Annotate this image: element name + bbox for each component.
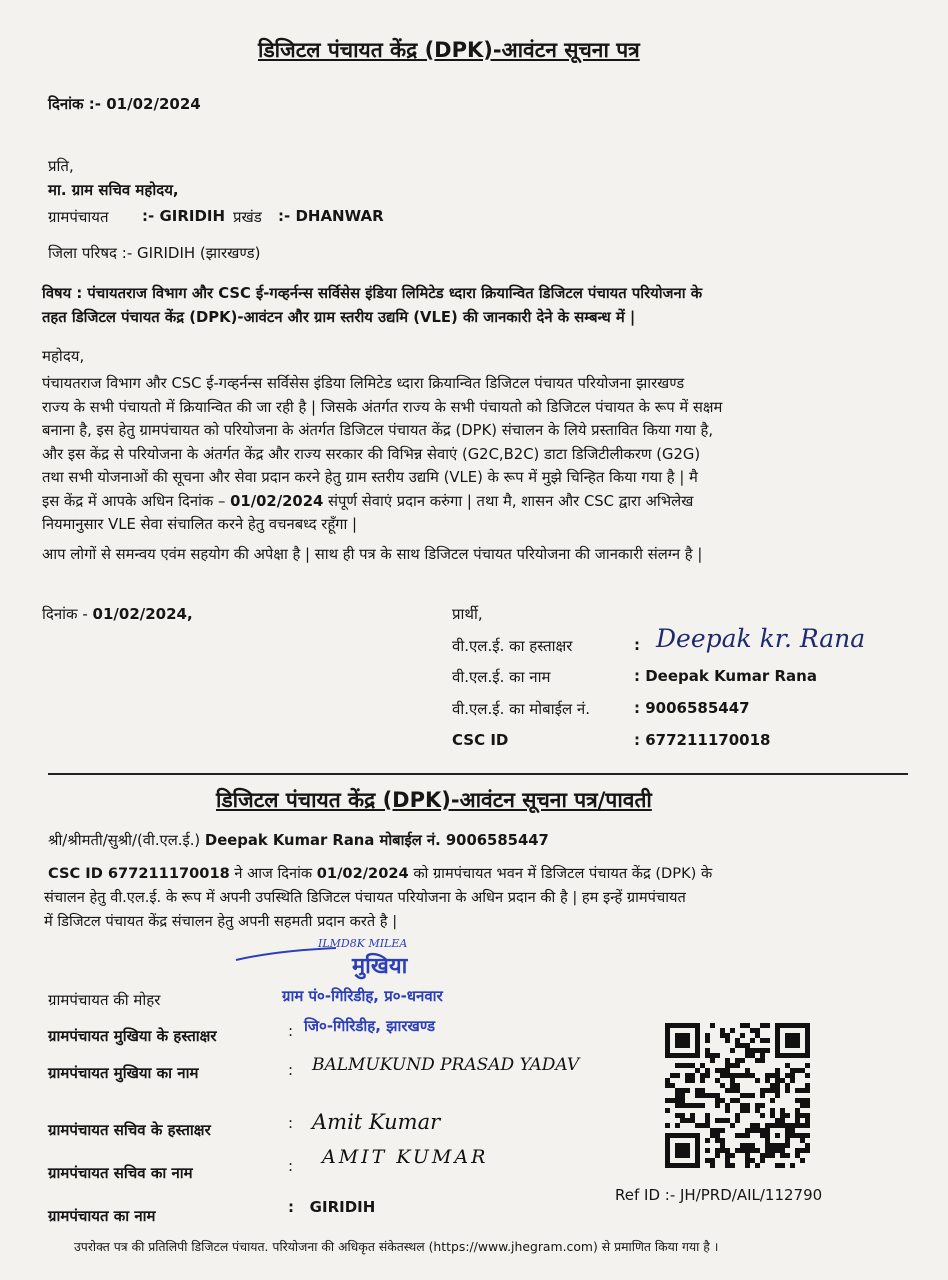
- receipt-csc-id: CSC ID 677211170018: [48, 865, 230, 882]
- gp-name-label: ग्रामपंचायत का नाम: [48, 1207, 156, 1225]
- gp-name-colon: :: [288, 1198, 294, 1216]
- sachiv-name-colon: :: [288, 1157, 294, 1175]
- stamp-line-2: जि०-गिरिडीह, झारखण्ड: [304, 1017, 435, 1035]
- receipt-person-prefix: श्री/श्रीमती/सुश्री/(वी.एल.ई.): [48, 832, 205, 849]
- receipt-line-2-text: ने आज दिनांक: [229, 865, 317, 882]
- body-line-6-a: इस केंद्र में आपके अधिन दिनांक –: [42, 492, 231, 510]
- receipt-vle-name: Deepak Kumar Rana: [204, 832, 375, 849]
- mohar-label: ग्रामपंचायत की मोहर: [48, 991, 161, 1009]
- ref-id: Ref ID :- JH/PRD/AIL/112790: [615, 1186, 823, 1204]
- body-line-7: नियमानुसार VLE सेवा संचालित करने हेतु वचनबध्द रहूँगा |: [42, 516, 358, 533]
- body-paragraph: [42, 372, 912, 566]
- mukhiya-signature-colon: :: [288, 1022, 294, 1040]
- receipt-line-1: [48, 830, 549, 850]
- subject-line-2: तहत डिजिटल पंचायत केंद्र (DPK)-आवंटन और ग्राम स्तरीय उद्यमि (VLE) की जानकारी देने के सम्बन्ध में |: [42, 308, 636, 326]
- date-line: दिनांक :- 01/02/2024: [48, 95, 201, 113]
- body-line-8: आप लोगों से समन्वय एवंम सहयोग की अपेक्षा है | साथ ही पत्र के साथ डिजिटल पंचायत परियोजना की जानकारी संलग्न है |: [42, 545, 703, 563]
- vle-signature-label: वी.एल.ई. का हस्ताक्षर: [452, 637, 573, 655]
- body-line-1: पंचायतराज विभाग और CSC ई-गव्हर्नन्स सर्विसेस इंडिया लिमिटेड ध्दारा क्रियान्वित डिजिटल पंचायत परियोजना झारखण्ड: [42, 375, 685, 392]
- recipient-line: मा. ग्राम सचिव महोदय,: [48, 181, 179, 199]
- mukhiya-signature-label: ग्रामपंचायत मुखिया के हस्ताक्षर: [48, 1027, 217, 1045]
- gp-name-value: [288, 1198, 375, 1216]
- receipt-line-3: संचालन हेतु वी.एल.ई. के रूप में अपनी उपस्थिति डिजिटल पंचायत परियोजना के अधिन प्रदान की है | हम इन्हें ग्रामपंचायत: [44, 889, 686, 906]
- receipt-line-4: में डिजिटल पंचायत केंद्र संचालन हेतु अपनी सहमती प्रदान करते है |: [44, 913, 398, 930]
- prati-label: प्रति,: [48, 157, 74, 175]
- body-line-5: तथा सभी योजनाओं की सूचना और सेवा प्रदान करने हेतु ग्राम स्तरीय उद्यमि (VLE) के रूप में मुझे चिन्हित किया गया है | मै: [42, 469, 698, 486]
- vle-signature: Deepak kr. Rana: [656, 624, 866, 653]
- sign-date-value: 01/02/2024,: [92, 605, 193, 623]
- sachiv-name-label: ग्रामपंचायत सचिव का नाम: [48, 1164, 193, 1182]
- sachiv-signature-colon: :: [288, 1114, 294, 1132]
- mukhiya-name-label: ग्रामपंचायत मुखिया का नाम: [48, 1064, 199, 1082]
- receipt-vle-mobile: मोबाईल नं. 9006585447: [374, 832, 549, 849]
- sign-date-label: दिनांक -: [42, 605, 93, 623]
- section-divider: [48, 773, 908, 775]
- service-date: 01/02/2024: [230, 492, 324, 510]
- receipt-date: 01/02/2024: [316, 865, 409, 882]
- footer-note: उपरोक्त पत्र की प्रतिलिपी डिजिटल पंचायत. परियोजना की अधिकृत संकेतस्थल (https://www.jhegram.com) से प्रमाणित किया गया है ।: [74, 1239, 719, 1254]
- sign-date: [42, 604, 193, 624]
- vle-mobile-value: : 9006585447: [634, 699, 750, 717]
- qr-code-icon: [665, 1023, 810, 1168]
- sachiv-name-value: AMIT KUMAR: [322, 1146, 489, 1168]
- sachiv-signature-label: ग्रामपंचायत सचिव के हस्ताक्षर: [48, 1121, 211, 1139]
- mukhiya-signature-scribble: ILMD8K MILEA: [318, 937, 408, 950]
- gp-name-text: GIRIDIH: [309, 1198, 376, 1216]
- gram-panchayat-value: :- GIRIDIH: [142, 207, 226, 225]
- receipt-title: डिजिटल पंचायत केंद्र (DPK)-आवंटन सूचना पत्र/पावती: [216, 788, 652, 812]
- document-title: डिजिटल पंचायत केंद्र (DPK)-आवंटन सूचना पत्र: [258, 38, 640, 62]
- csc-id-label: CSC ID: [452, 731, 509, 749]
- stamp-line-1: ग्राम पं०-गिरिडीह, प्र०-धनवार: [282, 987, 443, 1005]
- body-line-6-c: संपूर्ण सेवाएं प्रदान करुंगा | तथा मै, शासन और CSC द्वारा अभिलेख: [323, 492, 694, 510]
- body-line-6: [42, 490, 912, 514]
- body-line-2: राज्य के सभी पंचायतो में क्रियान्वित की जा रही है | जिसके अंतर्गत राज्य के सभी पंचायतो को डिजिटल पंचायत के रूप में सक्षम: [42, 398, 723, 416]
- sachiv-signature: Amit Kumar: [312, 1110, 441, 1134]
- block-label: प्रखंड: [233, 208, 262, 226]
- subject-block: [42, 282, 912, 329]
- block-value: :- DHANWAR: [278, 207, 384, 225]
- mukhiya-name-value: BALMUKUND PRASAD YADAV: [312, 1055, 580, 1075]
- vle-signature-colon: :: [634, 636, 640, 654]
- csc-id-value: : 677211170018: [634, 731, 771, 749]
- vle-name-value: : Deepak Kumar Rana: [634, 667, 817, 685]
- mukhiya-stamp-title: मुखिया: [352, 954, 408, 979]
- subject-line-1: विषय : पंचायतराज विभाग और CSC ई-गव्हर्नन्स सर्विसेस इंडिया लिमिटेड ध्दारा क्रियान्वित डिजिटल पंचायत परियोजना के: [42, 285, 703, 302]
- body-line-4: और इस केंद्र से परियोजना के अंतर्गत केंद्र और राज्य सरकार की विभिन्न सेवाएं (G2C,B2C) डाटा डिजिटीलीकरण (G2G): [42, 445, 701, 463]
- receipt-line-2-rest: को ग्रामपंचायत भवन में डिजिटल पंचायत केंद्र (DPK) के: [408, 865, 713, 882]
- salutation: महोदय,: [42, 347, 85, 365]
- district-line: जिला परिषद :- GIRIDIH (झारखण्ड): [48, 244, 261, 262]
- gram-panchayat-label: ग्रामपंचायत: [48, 208, 109, 226]
- body-line-3: बनाना है, इस हेतु ग्रामपंचायत को परियोजना के अंतर्गत डिजिटल पंचायत केंद्र (DPK) संचालन के लिये प्रस्तावित किया गया है,: [42, 422, 714, 439]
- prarthi-label: प्रार्थी,: [452, 605, 483, 623]
- mukhiya-name-colon: :: [288, 1061, 294, 1079]
- vle-mobile-label: वी.एल.ई. का मोबाईल नं.: [452, 700, 591, 718]
- vle-name-label: वी.एल.ई. का नाम: [452, 668, 551, 686]
- signature-stroke: [232, 944, 342, 968]
- receipt-line-2: [48, 863, 712, 883]
